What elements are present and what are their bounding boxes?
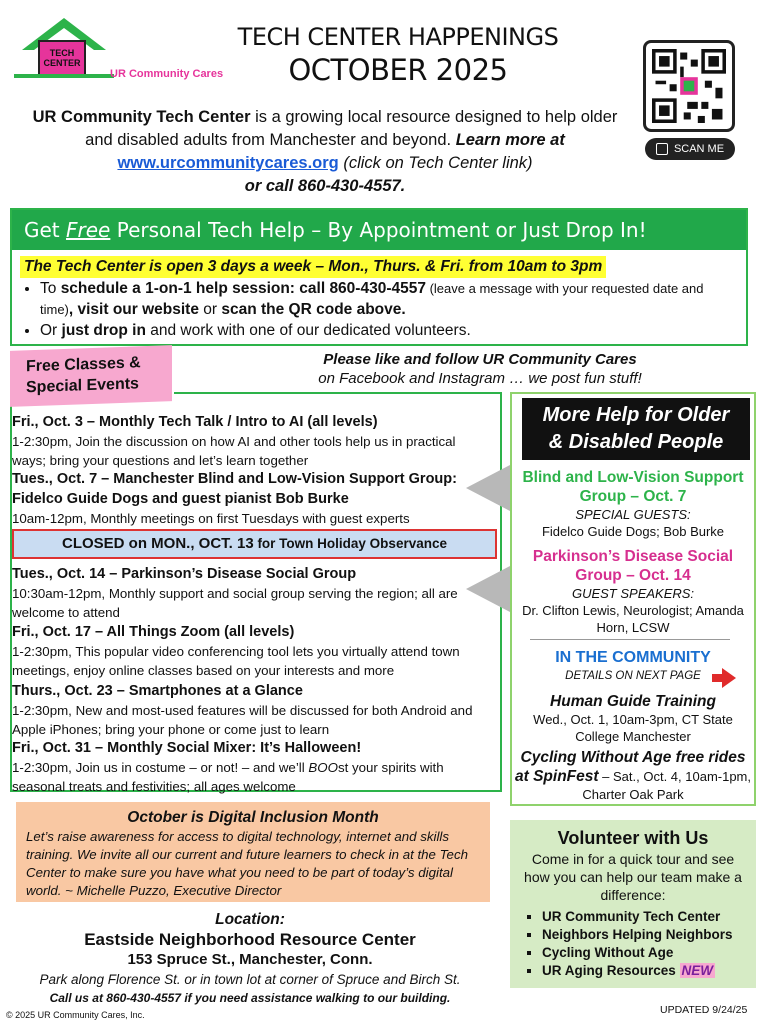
event-item: Fri., Oct. 17 – All Things Zoom (all levels) 1-2:30pm, This popular video conferencing tool lets you virtually attend town meetings, enjoy online classes based on your interests and more [12,624,460,678]
open-hours: The Tech Center is open 3 days a week – Mon., Thurs. & Fri. from 10am to 3pm [20,256,606,278]
scan-icon [656,143,668,155]
social-follow-note: Please like and follow UR Community Cares on Facebook and Instagram … we post fun stuff! [318,351,642,387]
blind-support-item: Blind and Low-Vision Support Group – Oct. 7 SPECIAL GUESTS: Fidelco Guide Dogs; Bob Burke [522,469,744,539]
list-item: ▪ Cycling Without Age [542,944,746,962]
volunteer-heading: Volunteer with Us [557,828,709,848]
human-guide-item: Human Guide Training Wed., Oct. 1, 10am-3pm, CT State College Manchester [533,693,733,744]
parkinsons-item: Parkinson’s Disease Social Group – Oct. 14 GUEST SPEAKERS: Dr. Clifton Lewis, Neurologist; Amanda Horn, LCSW [522,548,744,635]
event-item: Thurs., Oct. 23 – Smartphones at a Glance 1-2:30pm, New and most-used features will be discussed for both Android and Apple iPhones; bring your phone or come just to learn [12,683,473,737]
volunteer-list [520,908,746,980]
tech-help-box [10,208,748,346]
event-item: Fri., Oct. 31 – Monthly Social Mixer: It’s Halloween! 1-2:30pm, Join us in costume – or not! – and we’ll BOOst your spirits with seasonal treats and festivities; all ages welcome [12,740,444,794]
help-options-list [12,278,740,341]
copyright: © 2025 UR Community Cares, Inc. [6,1010,145,1020]
page-title: TECH CENTER HAPPENINGS [237,23,559,51]
list-item: ▪ UR Community Tech Center [542,908,746,926]
community-heading: IN THE COMMUNITY DETAILS ON NEXT PAGE [555,649,711,682]
tech-center-logo-box: TECH CENTER [38,40,86,76]
list-item: • To schedule a 1-on-1 help session: call 860-430-4557 (leave a message with your requested date and time), visit our website or scan the QR code above. [40,278,740,320]
closure-notice: CLOSED on MON., OCT. 13 for Town Holiday Observance [12,529,497,559]
classes-tab-heading: Free Classes & Special Events [10,345,172,407]
event-item: Fri., Oct. 3 – Monthly Tech Talk / Intro to AI (all levels) 1-2:30pm, Join the discussion on how AI and other tools help us in practical ways; bring your questions and let’s learn together [12,414,456,468]
location-address: 153 Spruce St., Manchester, Conn. [127,951,373,968]
scan-me-badge: SCAN ME [645,138,735,160]
digital-inclusion-heading: October is Digital Inclusion Month [127,809,379,826]
volunteer-box: Volunteer with Us Come in for a quick tour and see how you can help our team make a difference: ▪ UR Community Tech Center ▪ Neighbors Helping Neighbors ▪ Cycling Without Age ▪ UR Aging Resources NEW [510,820,756,988]
page-subtitle: OCTOBER 2025 [288,53,508,87]
list-item: ▪ Neighbors Helping Neighbors [542,926,746,944]
digital-inclusion-text: Let’s raise awareness for access to digital technology, internet and skills training. We invite all our current and future learners to check in at the Tech Center to make sure you have what you need to be part of today’s digital world. ~ Michelle Puzzo, Executive Director [26,829,468,898]
more-help-heading: More Help for Older & Disabled People [522,398,750,460]
digital-inclusion-box [16,802,490,902]
pointer-arrow-icon [466,566,510,612]
cycling-item: Cycling Without Age free rides at SpinFest – Sat., Oct. 4, 10am-1pm, Charter Oak Park [515,749,751,802]
updated-date: UPDATED 9/24/25 [660,1004,748,1016]
website-link[interactable]: www.urcommunitycares.org [117,154,339,172]
next-page-arrow-icon [722,668,736,688]
list-item: ▪ UR Aging Resources NEW [542,962,746,980]
assistance-note: Call us at 860-430-4557 if you need assistance walking to our building. [49,991,451,1005]
event-item: Tues., Oct. 14 – Parkinson’s Disease Social Group 10:30am-12pm, Monthly support and social group serving the region; all are welcome to attend [12,566,458,620]
qr-code[interactable] [643,40,735,132]
parking-note: Park along Florence St. or in town lot at corner of Spruce and Birch St. [39,972,461,987]
intro-paragraph: UR Community Tech Center is a growing local resource designed to help older and disabled adults from Manchester and beyond. Learn more at www.urcommunitycares.org (click on Tech Center link) or call 860-430-4557. [32,108,618,195]
tech-help-heading: Get Free Personal Tech Help – By Appointment or Just Drop In! [12,210,746,250]
event-item: Tues., Oct. 7 – Manchester Blind and Low-Vision Support Group: Fidelco Guide Dogs and guest pianist Bob Burke 10am-12pm, Monthly meetings on first Tuesdays with guest experts [12,471,457,526]
qr-code-icon [652,49,726,123]
location-block: Location: Eastside Neighborhood Resource Center 153 Spruce St., Manchester, Conn. Park along Florence St. or in town lot at corner of Spruce and Birch St. Call us at 860-430-4557 if you need assistance walking to our building. [20,910,480,1006]
location-name: Eastside Neighborhood Resource Center [84,930,416,949]
logo [14,18,224,88]
new-badge: NEW [681,963,714,978]
list-item: • Or just drop in and work with one of our dedicated volunteers. [40,320,740,341]
divider [530,639,730,640]
pointer-arrow-icon [466,465,510,511]
logo-tagline: UR Community Cares [110,68,224,80]
